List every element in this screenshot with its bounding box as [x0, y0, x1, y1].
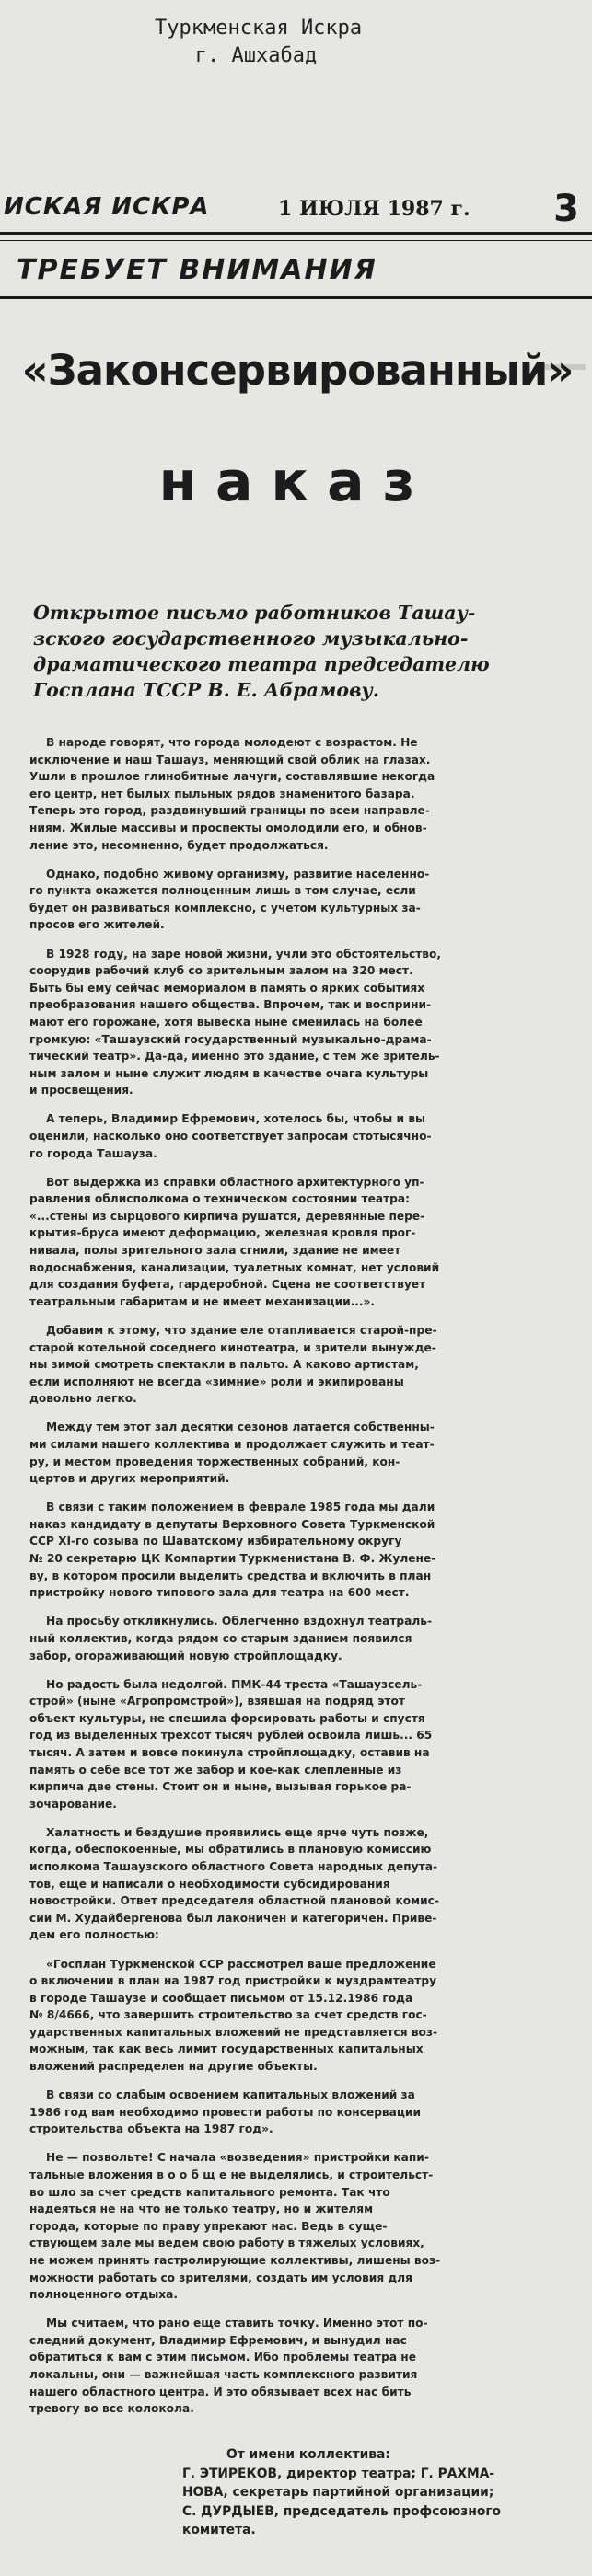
paragraph-line: Однако, подобно живому организму, развитие населенно-	[46, 867, 430, 880]
signature-line: Г. ЭТИРЕКОВ, директор театра; Г. РАХМА-	[182, 2466, 495, 2481]
paragraph-line: соорудив рабочий клуб со зрительным залом на 320 мест.	[29, 964, 413, 978]
lead-paragraph	[33, 600, 576, 703]
signature-line: НОВА, секретарь партийной организации;	[182, 2485, 494, 2500]
paragraph-line: полноценного отдыха.	[29, 2288, 179, 2302]
article-paragraph	[29, 2315, 575, 2418]
paragraph-line: его центр, нет былых пыльных рядов знаменитого базара.	[29, 787, 415, 800]
paragraph-line: обратиться к вам с этим письмом. Ибо проблемы театра не	[29, 2351, 416, 2364]
paragraph-line: № 20 секретарю ЦК Компартии Туркменистана В. Ф. Жулене-	[29, 1552, 436, 1566]
paragraph-line: громкую: «Ташаузский государственный музыкально-драма-	[29, 1032, 432, 1046]
paragraph-line: театральным габаритам и не имеет механизации...».	[29, 1294, 376, 1308]
paragraph-line: если исполняют не всегда «зимние» роли и экипированы	[29, 1374, 404, 1388]
paragraph-line: старой котельной соседнего кинотеатра, и зрители вынужде-	[29, 1340, 436, 1354]
paragraph-line: объект культуры, не спешила форсировать работы и спустя	[29, 1711, 425, 1725]
paragraph-line: В связи с таким положением в феврале 1985 года мы дали	[46, 1501, 435, 1514]
headline-line-2: наказ	[158, 450, 434, 514]
paragraph-line: зочарование.	[29, 1797, 117, 1811]
paragraph-line: ударственных капитальных вложений не представляется воз-	[29, 2025, 438, 2039]
paragraph-line: «Госплан Туркменской ССР рассмотрел ваше предложение	[46, 1957, 436, 1971]
running-head-date: 1 ИЮЛЯ 1987 г.	[278, 197, 470, 221]
paragraph-line: оценили, насколько оно соответствует запросам стотысячно-	[29, 1129, 432, 1143]
paragraph-line: ву, в котором просили выделить средства и включить в план	[29, 1569, 432, 1582]
paragraph-line: Ушли в прошлое глинобитные лачуги, составлявшие некогда	[29, 770, 435, 784]
paragraph-line: новостройки. Ответ председателя областной плановой комис-	[29, 1894, 439, 1908]
paragraph-line: тов, еще и написали о необходимости субсидирования	[29, 1877, 390, 1891]
signatures-intro: От имени коллектива:	[226, 2447, 390, 2462]
article-paragraph	[29, 946, 575, 1099]
paragraph-line: Добавим к этому, что здание еле отапливается старой-пре-	[46, 1323, 437, 1337]
paragraph-line: мают его горожане, хотя вывеска ныне сменилась на более	[29, 1015, 423, 1029]
masthead-rule	[0, 232, 592, 235]
paragraph-line: исполкома Ташаузского областного Совета народных депута-	[29, 1860, 438, 1874]
paragraph-line: ствующем зале мы ведем свою работу в тяжелых условиях,	[29, 2237, 424, 2250]
paragraph-line: будет он развиваться комплексно, с учетом культурных за-	[29, 901, 421, 914]
paragraph-line: «...стены из сырцового кирпича рушатся, деревянные пере-	[29, 1209, 425, 1223]
paragraph-line: ССР XI-го созыва по Шаватскому избирательному округу	[29, 1535, 402, 1548]
article-paragraph	[29, 734, 575, 854]
paragraph-line: В 1928 году, на заре новой жизни, учли это обстоятельство,	[46, 947, 442, 960]
paragraph-line: ми силами нашего коллектива и продолжает служить и теат-	[29, 1437, 435, 1451]
paragraph-line: нивала, полы зрительного зала сгнили, здание не имеет	[29, 1244, 401, 1258]
paragraph-line: о включении в план на 1987 год пристройки к муздрамтеатру	[29, 1974, 437, 1988]
lead-line: Открытое письмо работников Ташау-	[33, 602, 476, 624]
paragraph-line: кирпича две стены. Стоит он и ныне, вызывая горькое ра-	[29, 1780, 412, 1794]
paragraph-line: цертов и других мероприятий.	[29, 1472, 230, 1486]
article-paragraph	[29, 1676, 575, 1813]
paragraph-line: ны зимой смотреть спектакли в пальто. А каково артистам,	[29, 1358, 419, 1372]
article-paragraph	[29, 2149, 575, 2303]
paragraph-line: можным, так как весь лимит государственных капитальных	[29, 2042, 424, 2056]
paragraph-line: го города Ташауза.	[29, 1146, 157, 1160]
paragraph-line: вложений распределен на другие объекты.	[29, 2060, 318, 2074]
signatures	[182, 2445, 575, 2540]
article-paragraph	[29, 1824, 575, 1944]
rubric-rule	[0, 296, 592, 299]
running-head-paper: ИСКАЯ ИСКРА	[4, 193, 210, 221]
paragraph-line: Теперь это город, раздвинувший границы по всем направле-	[29, 804, 430, 818]
paragraph-line: Быть бы ему сейчас мемориалом в память о ярких событиях	[29, 981, 425, 995]
paragraph-line: го пункта окажется полноценным лишь в том случае, если	[29, 884, 416, 898]
lead-line: зского государственного музыкально-	[33, 627, 469, 650]
paragraph-line: не можем принять гастролирующие коллективы, лишены воз-	[29, 2254, 441, 2267]
paragraph-line: наказ кандидату в депутаты Верховного Совета Туркменской	[29, 1517, 435, 1531]
paragraph-line: города, которые по праву упрекают нас. Ведь в суще-	[29, 2219, 388, 2233]
signature-line: комитета.	[182, 2523, 256, 2537]
stamp-city: г. Ашхабад	[194, 44, 318, 67]
paragraph-line: дем его полностью:	[29, 1928, 159, 1942]
article-paragraph	[29, 1110, 575, 1162]
paragraph-line: и просвещения.	[29, 1084, 133, 1098]
paragraph-line: строительства объекта на 1987 год».	[29, 2122, 273, 2136]
article-paragraph	[29, 1956, 575, 2076]
page-number: 3	[553, 188, 579, 230]
article-paragraph	[29, 1174, 575, 1311]
article-paragraph	[29, 1499, 575, 1602]
paragraph-line: В связи со слабым освоением капитальных вложений за	[46, 2088, 415, 2102]
paragraph-line: пристройку нового типового зала для театра на 600 мест.	[29, 1586, 410, 1600]
stamp-paper: Туркменская Искра	[155, 17, 363, 40]
paragraph-line: Не — позвольте! С начала «возведения» пристройки капи-	[46, 2151, 429, 2165]
article-paragraph	[29, 2087, 575, 2138]
article-paragraph	[29, 1322, 575, 1408]
paragraph-line: можности работать со зрителями, создать им условия для	[29, 2271, 412, 2284]
article-paragraph	[29, 1419, 575, 1487]
paragraph-line: ление это, несомненно, будет продолжаться.	[29, 838, 329, 852]
paragraph-line: ный коллектив, когда рядом со старым зданием появился	[29, 1631, 412, 1645]
paragraph-line: следний документ, Владимир Ефремович, и вынудил нас	[29, 2333, 407, 2347]
source-stamp	[155, 15, 363, 70]
paragraph-line: Между тем этот зал десятки сезонов латается собственны-	[46, 1420, 435, 1434]
paragraph-line: Вот выдержка из справки областного архитектурного уп-	[46, 1175, 424, 1189]
paragraph-line: забор, огораживающий новую стройплощадку.	[29, 1649, 342, 1662]
paragraph-line: год из выделенных трехсот тысяч рублей освоила лишь... 65	[29, 1729, 433, 1742]
paragraph-line: довольно легко.	[29, 1392, 137, 1406]
paragraph-line: память о себе все тот же забор и кое-как слепленные из	[29, 1763, 402, 1777]
paragraph-line: тический театр». Да-да, именно это здание, с тем же зритель-	[29, 1050, 440, 1064]
paragraph-line: Мы считаем, что рано еще ставить точку. Именно этот по-	[46, 2317, 428, 2330]
paragraph-line: А теперь, Владимир Ефремович, хотелось бы, чтобы и вы	[46, 1112, 426, 1126]
paragraph-line: равления облисполкома о техническом состоянии театра:	[29, 1192, 410, 1206]
article-body	[29, 734, 575, 2429]
paragraph-line: водоснабжения, канализации, туалетных комнат, нет условий	[29, 1260, 440, 1274]
paragraph-line: Халатность и бездушие проявились еще ярче чуть позже,	[46, 1825, 429, 1839]
paragraph-line: исключение и наш Ташауз, меняющий свой облик на глазах.	[29, 753, 431, 766]
paragraph-line: строй» (ныне «Агропромстрой»), взявшая на подряд этот	[29, 1695, 405, 1708]
paragraph-line: преобразования нашего общества. Впрочем, так и восприни-	[29, 998, 432, 1012]
paragraph-line: надеяться не на что не только театру, но и жителям	[29, 2202, 374, 2216]
paragraph-line: просов его жителей.	[29, 918, 165, 932]
lead-line: Госплана ТССР В. Е. Абрамову.	[33, 679, 379, 701]
paragraph-line: На просьбу откликнулись. Облегченно вздохнул театраль-	[46, 1615, 433, 1628]
paragraph-line: Но радость была недолгой. ПМК-44 треста «Ташаузсель-	[46, 1677, 423, 1691]
paragraph-line: тысяч. А затем и вовсе покинула стройплощадку, оставив на	[29, 1745, 430, 1759]
paragraph-line: 1986 год вам необходимо провести работы по консервации	[29, 2105, 421, 2119]
paragraph-line: локальны, они — важнейшая часть комплексного развития	[29, 2368, 418, 2382]
masthead-rule-thin	[0, 240, 592, 241]
paragraph-line: в городе Ташаузе и сообщает письмом от 15.12.1986 года	[29, 1991, 413, 2005]
paragraph-line: ниям. Жилые массивы и проспекты омолодили его, и обнов-	[29, 821, 427, 834]
headline-line-1: «Законсервированный»	[21, 346, 574, 395]
paragraph-line: сии М. Худайбергенова был лаконичен и категоричен. Приве-	[29, 1911, 437, 1925]
paragraph-line: тальные вложения в о о б щ е не выделялись, и строительст-	[29, 2168, 434, 2182]
paragraph-line: № 8/4666, что завершить строительство за счет средств гос-	[29, 2008, 427, 2022]
paragraph-line: нашего областного центра. И это обязывает всех нас бить	[29, 2385, 412, 2398]
lead-line: драматического театра председателю	[33, 653, 490, 675]
article-paragraph	[29, 1613, 575, 1664]
paragraph-line: для создания буфета, гардеробной. Сцена не соответствует	[29, 1278, 426, 1292]
paragraph-line: тревогу во все колокола.	[29, 2402, 194, 2416]
signature-line: С. ДУРДЫЕВ, председатель профсоюзного	[182, 2503, 502, 2519]
paragraph-line: крытия-бруса имеют деформацию, железная кровля прог-	[29, 1226, 416, 1240]
paragraph-line: когда, обеспокоенные, мы обратились в плановую комиссию	[29, 1843, 432, 1857]
running-head	[0, 188, 592, 230]
paragraph-line: ру, и местом проведения торжественных собраний, кон-	[29, 1455, 400, 1468]
rubric: ТРЕБУЕТ ВНИМАНИЯ	[17, 254, 377, 286]
paragraph-line: во шло за счет средств капитального ремонта. Так что	[29, 2185, 390, 2199]
paragraph-line: В народе говорят, что города молодеют с возрастом. Не	[46, 736, 418, 749]
paragraph-line: ным залом и ныне служит людям в качестве очага культуры	[29, 1066, 429, 1080]
article-paragraph	[29, 866, 575, 934]
